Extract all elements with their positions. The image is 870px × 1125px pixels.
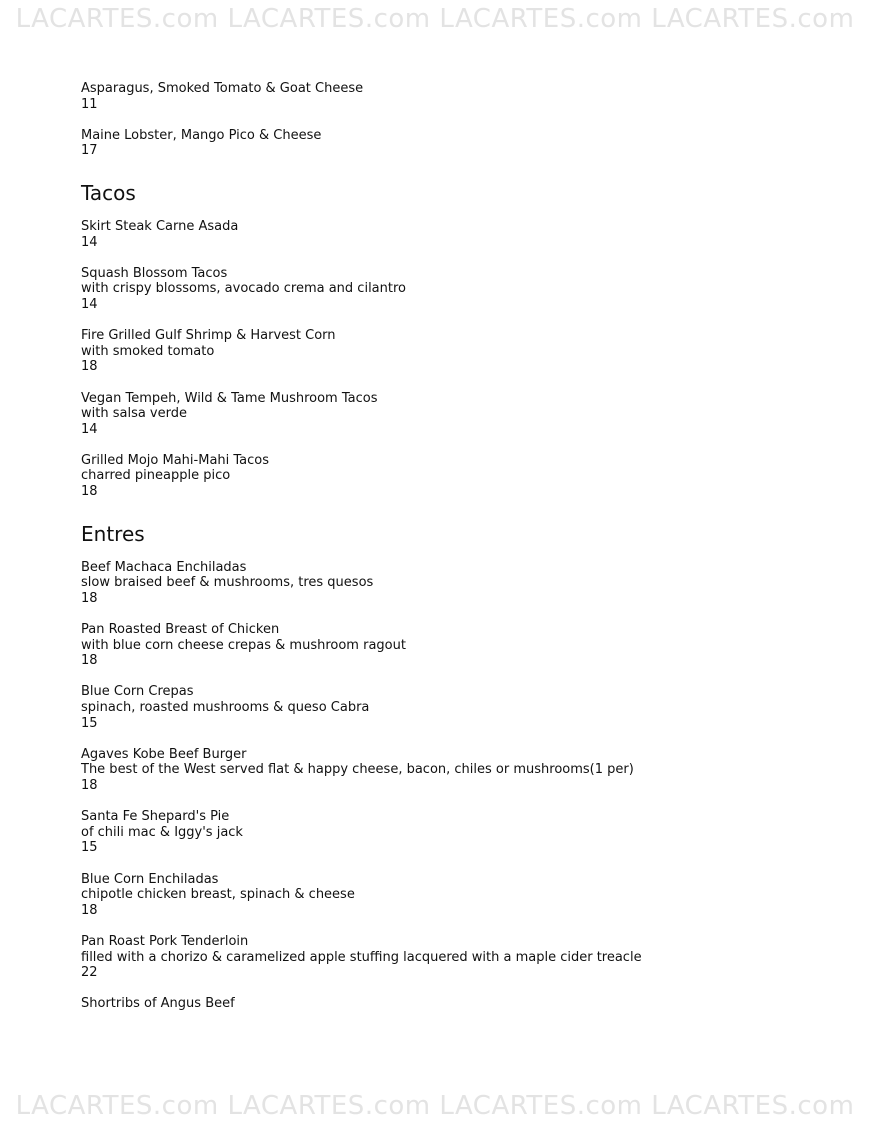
menu-item-description: with blue corn cheese crepas & mushroom ragout: [81, 637, 406, 653]
menu-item-name: Santa Fe Shepard's Pie: [81, 809, 230, 825]
menu-item: [81, 996, 781, 1012]
menu-item-name: Fire Grilled Gulf Shrimp & Harvest Corn: [81, 328, 336, 344]
menu-item: [81, 934, 781, 981]
menu-item-price: 17: [81, 143, 98, 159]
menu-item-price: 15: [81, 715, 98, 731]
menu-item: [81, 453, 781, 500]
menu-section: [81, 522, 781, 1012]
menu-item-description: with smoked tomato: [81, 343, 215, 359]
menu-item-name: Maine Lobster, Mango Pico & Cheese: [81, 127, 322, 143]
menu-item: [81, 560, 781, 607]
menu-item-name: Pan Roasted Breast of Chicken: [81, 622, 280, 638]
menu-item-name: Vegan Tempeh, Wild & Tame Mushroom Tacos: [81, 390, 378, 406]
menu-item: [81, 622, 781, 669]
menu-item-name: Grilled Mojo Mahi-Mahi Tacos: [81, 452, 270, 468]
menu-item-name: Blue Corn Crepas: [81, 684, 194, 700]
section-title: Tacos: [81, 180, 136, 205]
watermark-bottom: LACARTES.com LACARTES.com LACARTES.com LACARTES.com: [15, 1091, 855, 1121]
menu-item-name: Blue Corn Enchiladas: [81, 871, 219, 887]
menu-item-description: slow braised beef & mushrooms, tres quesos: [81, 575, 374, 591]
menu-item-description: of chili mac & Iggy's jack: [81, 824, 243, 840]
menu-item-price: 14: [81, 234, 98, 250]
menu-section: [81, 81, 781, 159]
menu-item: [81, 219, 781, 250]
menu-item: [81, 809, 781, 856]
menu-item-name: Asparagus, Smoked Tomato & Goat Cheese: [81, 81, 364, 96]
menu-item-name: Skirt Steak Carne Asada: [81, 218, 239, 234]
menu-item: [81, 391, 781, 438]
menu-item-price: 14: [81, 421, 98, 437]
menu-item: [81, 266, 781, 313]
menu-item-price: 18: [81, 777, 98, 793]
menu-item-description: filled with a chorizo & caramelized apple stuffing lacquered with a maple cider treacle: [81, 949, 642, 965]
menu-item-name: Pan Roast Pork Tenderloin: [81, 933, 249, 949]
menu-item-description: spinach, roasted mushrooms & queso Cabra: [81, 700, 370, 715]
menu-item-name: Agaves Kobe Beef Burger: [81, 746, 247, 762]
menu-item-price: 18: [81, 484, 98, 500]
menu-item: [81, 328, 781, 375]
menu-item-price: 18: [81, 902, 98, 918]
menu-item-description: chipotle chicken breast, spinach & cheese: [81, 887, 355, 903]
menu-item: [81, 684, 781, 731]
menu-item: [81, 872, 781, 919]
menu-item: [81, 747, 781, 794]
menu-item-name: Beef Machaca Enchiladas: [81, 559, 247, 575]
menu-page: [81, 81, 781, 1027]
menu-item-description: with crispy blossoms, avocado crema and cilantro: [81, 281, 406, 297]
menu-item-price: 18: [81, 590, 98, 606]
menu-section: [81, 181, 781, 500]
menu-item: [81, 81, 781, 112]
menu-item-price: 15: [81, 840, 98, 856]
menu-item: [81, 128, 781, 159]
menu-item-price: 22: [81, 965, 98, 981]
menu-item-description: with salsa verde: [81, 406, 187, 422]
menu-item-description: charred pineapple pico: [81, 468, 231, 484]
menu-item-name: Shortribs of Angus Beef: [81, 996, 235, 1012]
menu-item-price: 11: [81, 96, 98, 112]
menu-item-price: 18: [81, 653, 98, 669]
menu-item-name: Squash Blossom Tacos: [81, 265, 228, 281]
menu-item-description: The best of the West served flat & happy cheese, bacon, chiles or mushrooms(1 per): [81, 762, 634, 778]
menu-item-price: 18: [81, 359, 98, 375]
watermark-top: LACARTES.com LACARTES.com LACARTES.com LACARTES.com: [15, 4, 855, 34]
menu-item-price: 14: [81, 296, 98, 312]
section-title: Entres: [81, 521, 145, 546]
